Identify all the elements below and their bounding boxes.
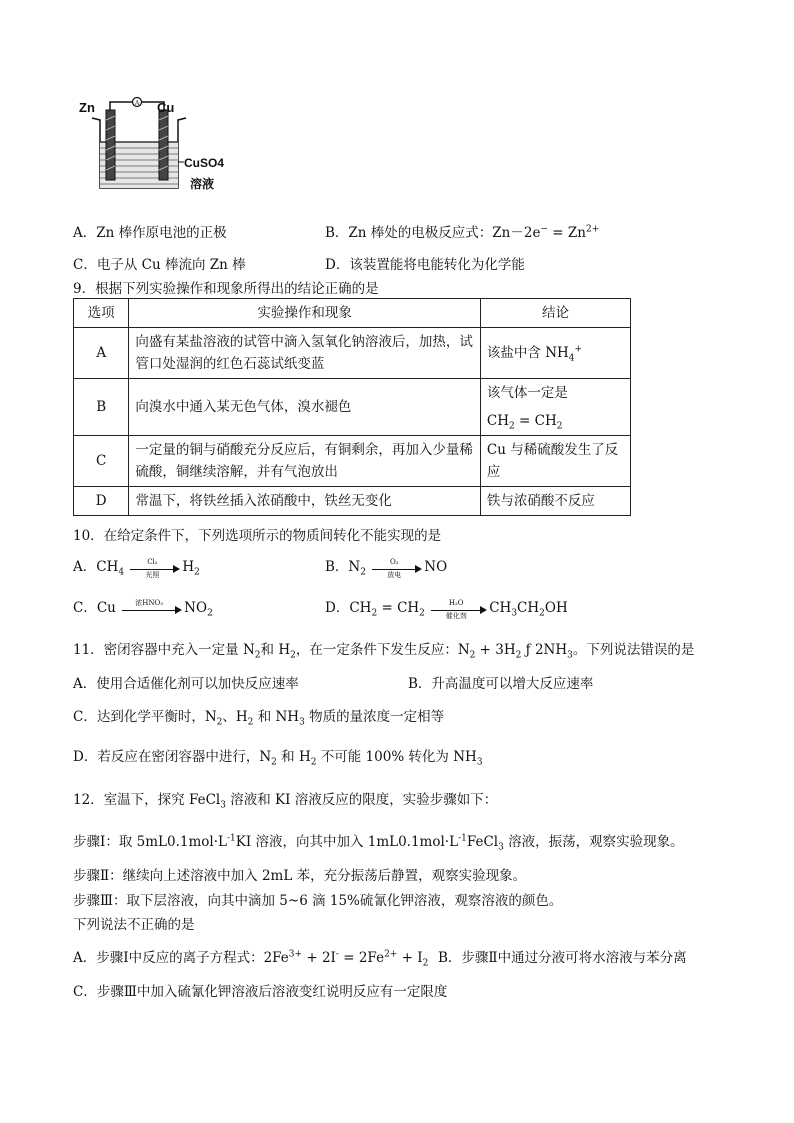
q10-stem: 10．在给定条件下，下列选项所示的物质间转化不能实现的是 [73,528,442,544]
q11-option-b[interactable]: B．升高温度可以增大反应速率 [408,676,594,692]
q10-option-b[interactable]: B．$N_2$ O₂ 放电 NO [325,557,448,579]
row-option: D [74,487,129,516]
q8-option-b[interactable]: B．Zn 棒处的电极反应式：$Zn-2e^- = Zn^{2+}$ [325,224,600,241]
row-conclusion: 该气体一定是 $CH_2 = CH_2$ [480,379,630,436]
row-conclusion: Cu 与稀硫酸发生了反应 [480,436,630,487]
row-operation: 向盛有某盐溶液的试管中滴入氢氧化钠溶液后，加热，试管口处湿润的红色石蕊试纸变蓝 [129,328,481,379]
header-operation: 实验操作和现象 [129,299,481,328]
reaction-arrow-icon: 浓HNO₃ [122,602,182,616]
q11-option-d[interactable]: D．若反应在密闭容器中进行，$N_2$ 和 $H_2$ 不可能 100% 转化为 $NH_3$ [73,749,483,768]
q12-option-a[interactable]: A．步骤Ⅰ中反应的离子方程式：$2Fe^{3+} + 2I^- = 2Fe^{2+} + I_2$ [73,949,429,969]
q12-ask: 下列说法不正确的是 [73,917,195,933]
row-operation: 一定量的铜与硝酸充分反应后，有铜剩余，再加入少量稀硫酸，铜继续溶解，并有气泡放出 [129,436,481,487]
q8-option-c[interactable]: C．电子从 Cu 棒流向 Zn 棒 [73,257,246,273]
row-operation: 向溴水中通入某无色气体，溴水褪色 [129,379,481,436]
reaction-arrow-icon: Cl₂ 光照 [130,561,180,575]
q8-option-a[interactable]: A．Zn 棒作原电池的正极 [73,225,227,241]
q11-option-c[interactable]: C．达到化学平衡时，$N_2$、$H_2$ 和 $NH_3$ 物质的量浓度一定相等 [73,709,445,728]
q12-option-c[interactable]: C．步骤Ⅲ中加入硫氰化钾溶液后溶液变红说明反应有一定限度 [73,984,448,1000]
svg-text:A: A [135,100,140,107]
header-conclusion: 结论 [480,299,630,328]
reaction-arrow-icon: H₂O 催化剂 [431,602,487,616]
q11-stem: 11．密闭容器中充入一定量 $N_2$和 $H_2$，在一定条件下发生反应：$N_2 + 3H_2$ ƒ $2NH_3$。下列说法错误的是 [73,642,695,661]
q10-option-d[interactable]: D．$CH_2 = CH_2$ H₂O 催化剂 $CH_3CH_2OH$ [325,598,568,620]
q12-step-1: 步骤Ⅰ：取 $5mL0.1mol\cdot L^{-1}KI$ 溶液，向其中加入 $1mL0.1mol\cdot L^{-1}FeCl_3$ 溶液，振荡，观察实验现象。 [73,833,684,853]
table-row[interactable] [74,487,631,516]
row-option: A [74,328,129,379]
q12-step-3: 步骤Ⅲ：取下层溶液，向其中滴加 5~6 滴 15%硫氰化钾溶液，观察溶液的颜色。 [73,893,563,909]
row-conclusion: 铁与浓硝酸不反应 [480,487,630,516]
q10-option-c[interactable]: C．Cu 浓HNO₃ $NO_2$ [73,598,213,619]
table-header-row [74,299,631,328]
zn-label: Zn [79,100,95,115]
q11-option-a[interactable]: A．使用合适催化剂可以加快反应速率 [73,676,299,692]
q12-step-2: 步骤Ⅱ：继续向上述溶液中加入 2mL 苯，充分振荡后静置，观察实验现象。 [73,868,527,884]
row-option: B [74,379,129,436]
row-option: C [74,436,129,487]
q12-option-b[interactable]: B．步骤Ⅱ中通过分液可将水溶液与苯分离 [438,950,687,966]
q9-table [73,298,631,516]
row-conclusion: 该盐中含 $NH_4^+$ [480,328,630,379]
row-operation: 常温下，将铁丝插入浓硝酸中，铁丝无变化 [129,487,481,516]
q8-option-d[interactable]: D．该装置能将电能转化为化学能 [325,257,525,273]
q10-option-a[interactable]: A．$CH_4$ Cl₂ 光照 $H_2$ [73,557,200,579]
reaction-arrow-icon: O₂ 放电 [372,561,422,575]
q12-stem: 12．室温下，探究 FeCl$_3$ 溶液和 KI 溶液反应的限度，实验步骤如下： [73,792,498,811]
table-row[interactable] [74,436,631,487]
cu-label: Cu [157,100,175,115]
q9-stem: 9．根据下列实验操作和现象所得出的结论正确的是 [73,281,379,297]
table-row[interactable] [74,328,631,379]
solution-label: 溶液 [190,177,215,191]
header-option: 选项 [74,299,129,328]
table-row[interactable] [74,379,631,436]
cuso4-label: CuSO4 [184,156,225,170]
